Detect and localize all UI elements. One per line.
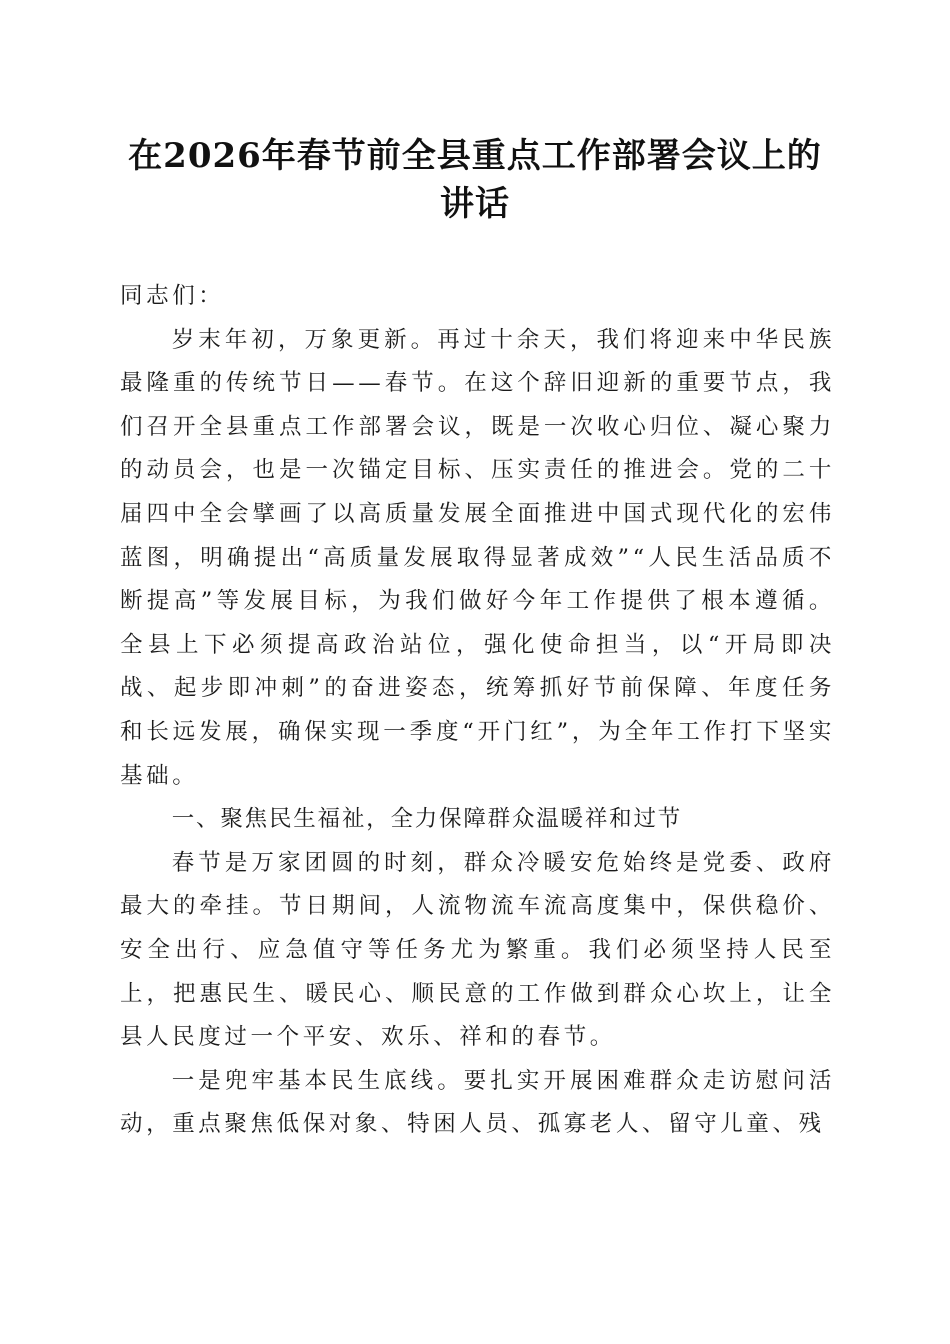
document-body [120,275,835,1147]
point-1-paragraph [120,1060,835,1147]
point-1-lead: 一是兜牢基本民生底线。 [171,1067,464,1094]
salutation: 同志们： [120,283,225,309]
intro-paragraph: 岁末年初，万象更新。再过十余天，我们将迎来中华民族最隆重的传统节日——春节。在这个辞旧迎新的重要节点，我们召开全县重点工作部署会议，既是一次收心归位、凝心聚力的动员会，也是一次锚定目标、压实责任的推进会。党的二十届四中全会擘画了以高质量发展全面推进中国式现代化的宏伟蓝图，明确提出“高质量发展取得显著成效”“人民生活品质不断提高”等发展目标，为我们做好今年工作提供了根本遵循。全县上下必须提高政治站位，强化使命担当，以“开局即决战、起步即冲刺”的奋进姿态，统筹抓好节前保障、年度任务和长远发展，确保实现一季度“开门红”，为全年工作打下坚实基础。 [120,326,835,789]
title-line-1: 在2026年春节前全县重点工作部署会议上的 [128,136,822,176]
title-line-2: 讲话 [440,184,510,224]
section-1-heading: 一、聚焦民生福祉，全力保障群众温暖祥和过节 [171,806,683,833]
document-title [100,132,850,228]
section-1-paragraph: 春节是万家团圆的时刻，群众冷暖安危始终是党委、政府最大的牵挂。节日期间，人流物流车流高度集中，保供稳价、安全出行、应急值守等任务尤为繁重。我们必须坚持人民至上，把惠民生、暖民心、顺民意的工作做到群众心坎上，让全县人民度过一个平安、欢乐、祥和的春节。 [120,849,835,1051]
point-1-body: 要扎实开展困难群众走访慰问活动，重点聚焦低保对象、特困人员、孤寡老人、留守儿童、残 [120,1067,835,1138]
